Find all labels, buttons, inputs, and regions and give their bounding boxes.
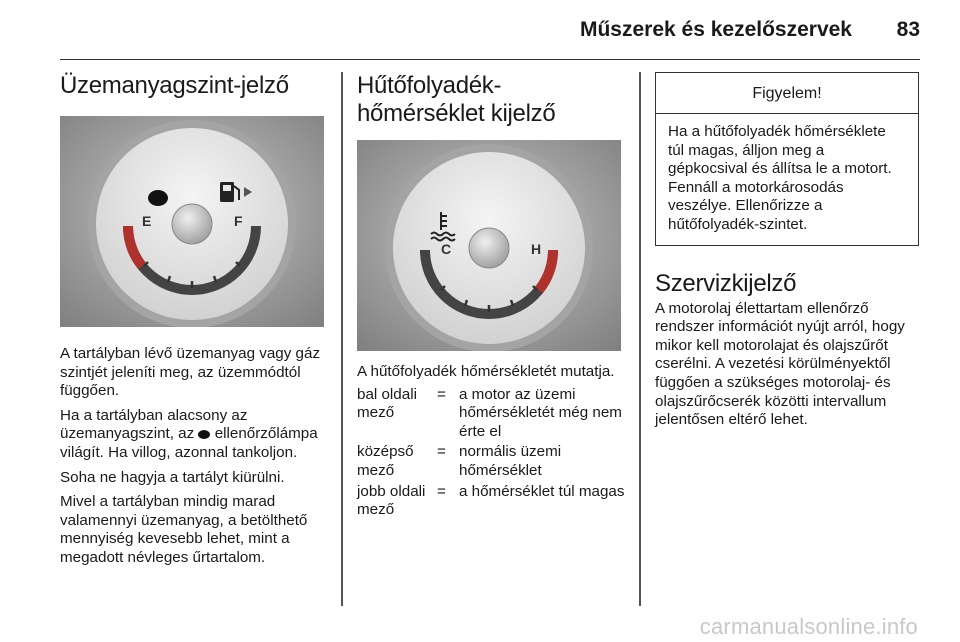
fuel-gauge-section [60,72,328,568]
service-section [655,72,920,430]
coolant-gauge-hub [469,228,509,268]
low-fuel-lamp-icon [198,430,210,439]
column-divider-1 [341,72,343,606]
table-row [357,483,625,520]
service-indicator-heading: Szervizkijelző [655,269,797,297]
coolant-zone-table [357,386,625,520]
fuel-low-warning-text [60,407,328,463]
fuel-gauge-photo [60,116,324,327]
fuel-capacity-note: Mivel a tartályban mindig marad valamennyi üzemanyag, a betölthető mennyiség kevesebb lehet, mint a megadott névleges űrtartalom. [60,493,308,566]
watermark: carmanualsonline.info [699,614,918,639]
fuel-never-empty-text: Soha ne hagyja a tartályt kiürülni. [60,468,285,486]
coolant-caption: A hűtőfolyadék hőmérsékletét mutatja. [357,363,615,380]
coolant-cold-label: C [441,241,452,257]
warning-box [655,72,919,246]
coolant-gauge-photo [357,140,621,351]
column-divider-2 [639,72,641,606]
coolant-gauge-section [357,72,625,522]
fuel-low-text-end: ellenőrzőlámpa világít. Ha villog, azonnal tankoljon. [60,425,318,461]
zone-term: bal oldali mező [357,385,417,422]
zone-equals: = [437,443,446,461]
fuel-gauge-heading: Üzemanyagszint-jelző [60,72,289,99]
zone-equals: = [437,482,446,500]
page-number: 83 [896,18,920,41]
page-header [60,14,920,60]
section-title: Műszerek és kezelőszervek [579,18,852,41]
warning-text: Ha a hűtőfolyadék hőmérséklete túl magas, álljon meg a gépkocsival és állítsa le a motort. Fennáll a motorkárosodás veszélye. Ellenőrizze a hűtőfolyadék-szintet. [668,123,892,233]
table-row [357,443,625,480]
zone-description: a hőmérséklet túl magas [459,482,625,500]
warning-title: Figyelem! [656,73,918,114]
zone-description: a motor az üzemi hőmérsékletét még nem érte el [459,385,622,440]
zone-term: középső mező [357,443,414,479]
coolant-gauge-heading: Hűtőfolyadék-hőmérséklet kijelző [357,72,556,127]
zone-equals: = [437,385,446,403]
table-row [357,386,625,442]
zone-term: jobb oldali mező [357,482,426,519]
fuel-description: A tartályban lévő üzemanyag vagy gáz szintjét jeleníti meg, az üzemmódtól függően. [60,345,321,400]
low-fuel-indicator-icon [148,190,168,206]
fuel-empty-label: E [142,213,152,229]
fuel-low-text-start: Ha a tartályban alacsony az üzemanyagszint, az [60,406,248,443]
zone-description: normális üzemi hőmérséklet [459,443,562,479]
coolant-hot-label: H [531,241,542,257]
fuel-gauge-hub [172,204,212,244]
fuel-full-label: F [234,213,243,229]
service-indicator-text: A motorolaj élettartam ellenőrző rendszer információt nyújt arról, hogy mikor kell motorolajat és olajszűrőt cserélni. A vezetési körülményektől függően a szükséges motorolaj- és olajszűrőcserék közötti intervallum jelentősen eltérő lehet. [655,299,905,429]
